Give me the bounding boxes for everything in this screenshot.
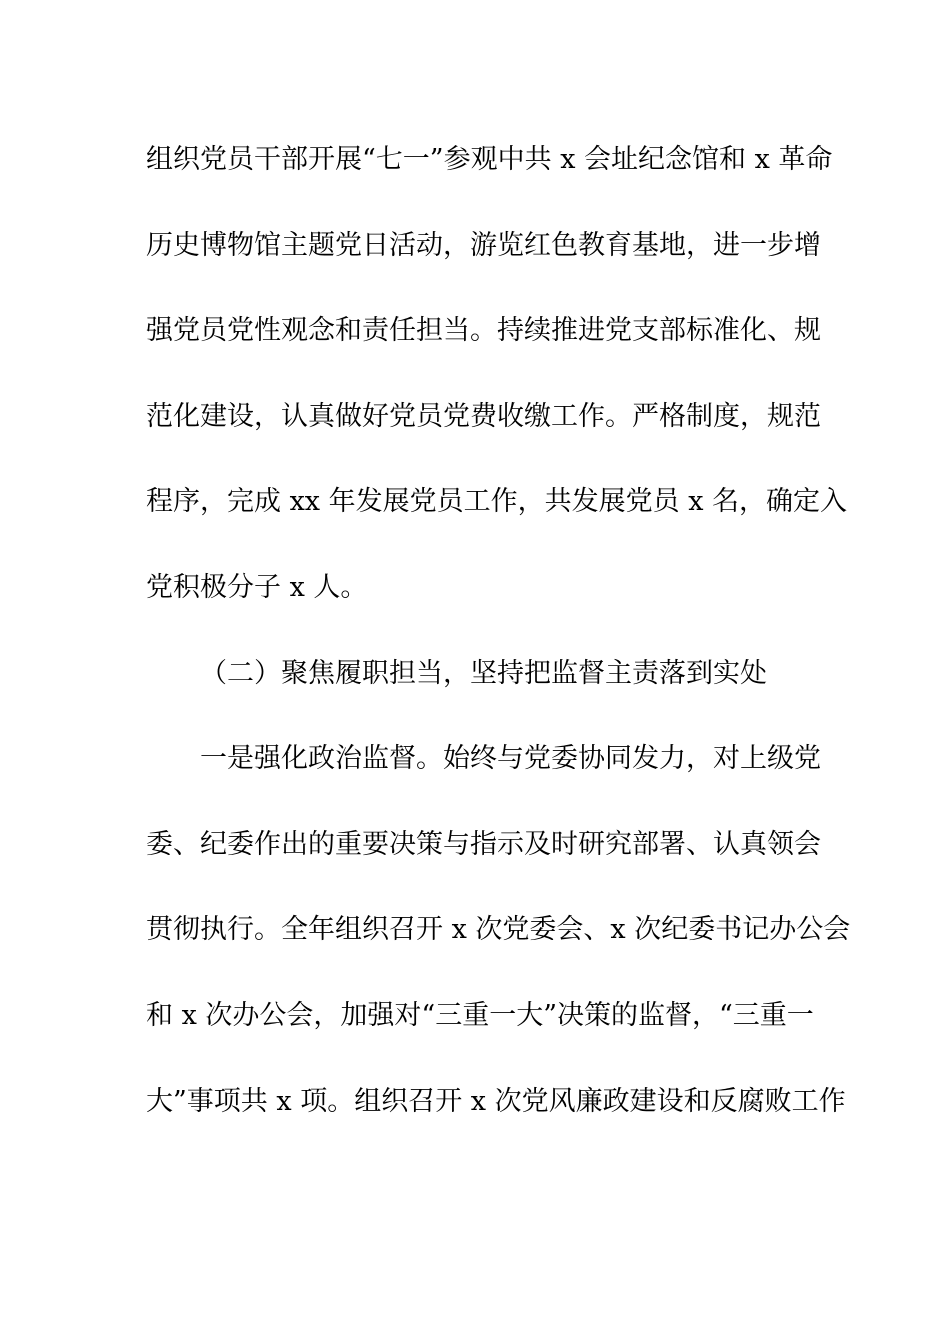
- paragraph-2-line-2: 委、纪委作出的重要决策与指示及时研究部署、认真领会: [146, 829, 821, 860]
- paragraph-1-line-1: 组织党员干部开展“七一”参观中共 x 会址纪念馆和 x 革命: [146, 144, 833, 175]
- paragraph-1-line-3: 强党员党性观念和责任担当。持续推进党支部标准化、规: [146, 315, 821, 346]
- paragraph-1-line-6: 党积极分子 x 人。: [146, 572, 368, 603]
- paragraph-1-line-2: 历史博物馆主题党日活动，游览红色教育基地，进一步增: [146, 230, 821, 261]
- paragraph-2-line-1: 一是强化政治监督。始终与党委协同发力，对上级党: [200, 743, 821, 774]
- paragraph-2-line-5: 大”事项共 x 项。组织召开 x 次党风廉政建设和反腐败工作: [146, 1086, 846, 1117]
- paragraph-2-line-4: 和 x 次办公会，加强对“三重一大”决策的监督，“三重一: [146, 1000, 814, 1031]
- section-heading: （二）聚焦履职担当，坚持把监督主责落到实处: [200, 658, 767, 689]
- paragraph-2-line-3: 贯彻执行。全年组织召开 x 次党委会、x 次纪委书记办公会: [146, 914, 851, 945]
- paragraph-1-line-5: 程序，完成 xx 年发展党员工作，共发展党员 x 名，确定入: [146, 486, 848, 517]
- paragraph-1-line-4: 范化建设，认真做好党员党费收缴工作。严格制度，规范: [146, 401, 821, 432]
